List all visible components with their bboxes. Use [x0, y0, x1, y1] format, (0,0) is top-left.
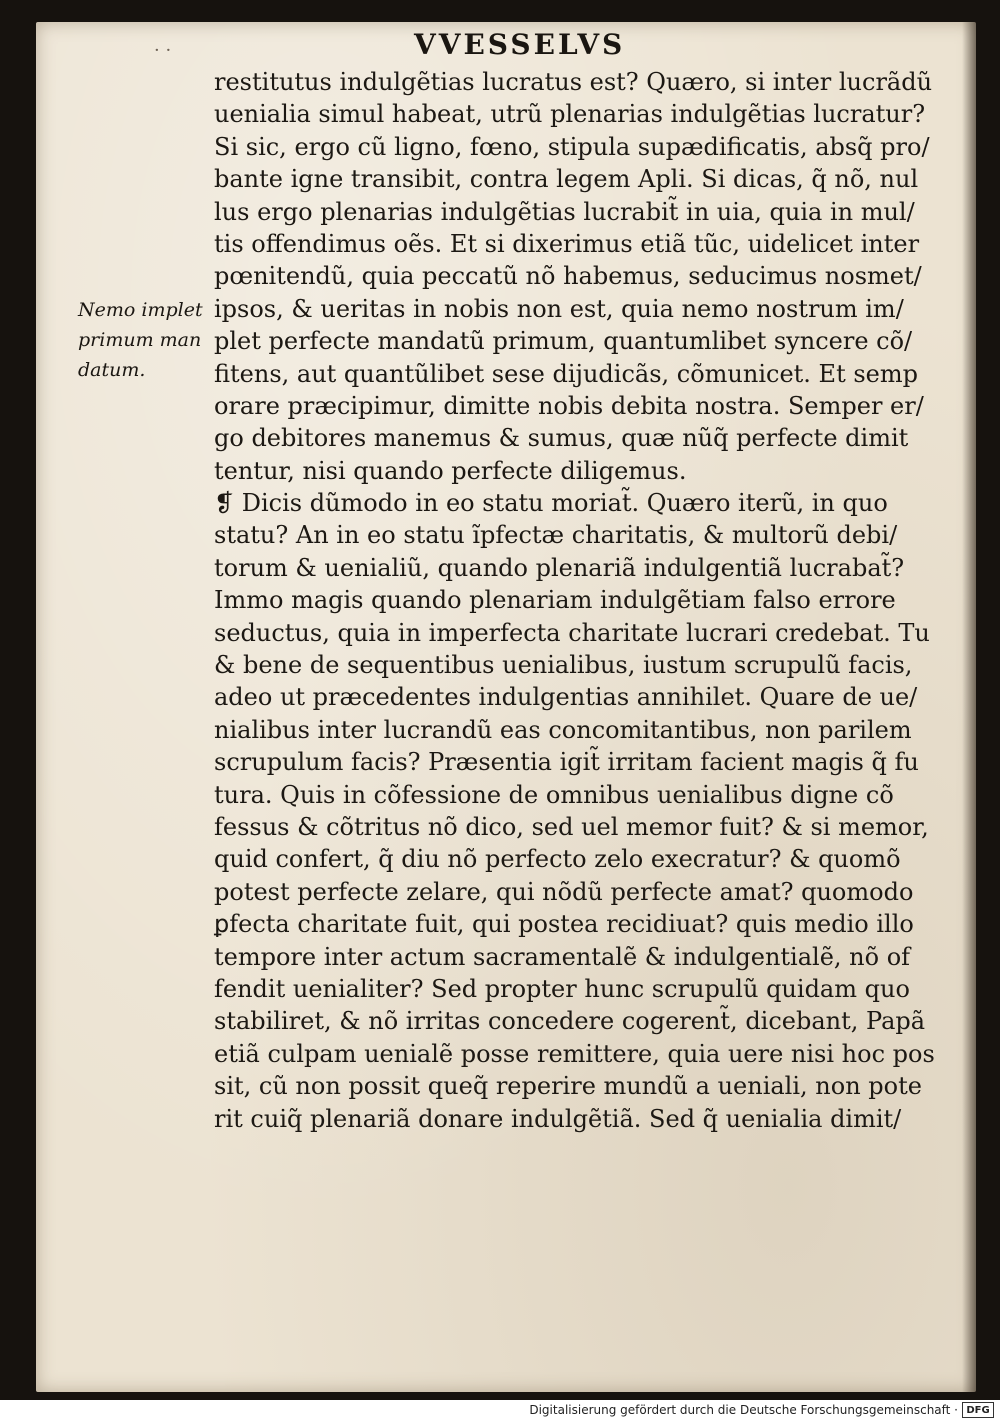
text-line: & bene de sequentibus uenialibus, iustum scrupulũ facis,: [214, 651, 913, 680]
text-line: etiã culpam uenialẽ posse remittere, quia uere nisi hoc pos: [214, 1039, 935, 1068]
margin-note-line: primum man: [78, 329, 202, 351]
page-edge-shadow: [962, 22, 976, 1392]
funding-notice: Digitalisierung gefördert durch die Deutsche Forschungsgemeinschaft ·: [529, 1403, 958, 1417]
dfg-logo: DFG: [962, 1402, 994, 1418]
text-line: tentur, nisi quando perfecte diligemus.: [214, 456, 687, 485]
text-line: tis offendimus oẽs. Et si dixerimus etiã tũc, uidelicet inter: [214, 229, 920, 258]
text-line: adeo ut præcedentes indulgentias annihilet. Quare de ue/: [214, 683, 918, 712]
text-line: fessus & cõtritus nõ dico, sed uel memor fuit? & si memor,: [214, 812, 929, 841]
text-line: ❡ Dicis dũmodo in eo statu moriat̃. Quæro iterũ, in quo: [214, 489, 888, 518]
margin-note-line: datum.: [78, 359, 146, 381]
text-line: uenialia simul habeat, utrũ plenarias indulgẽtias lucratur?: [214, 100, 926, 129]
running-head: VVESSELVS: [414, 28, 626, 61]
footer-bar: [0, 1400, 1000, 1421]
text-line: go debitores manemus & sumus, quæ nũq̃ perfecte dimit: [214, 424, 909, 453]
text-line: fendit uenialiter? Sed propter hunc scrupulũ quidam quo: [214, 974, 910, 1003]
text-line: nialibus inter lucrandũ eas concomitantibus, non parilem: [214, 715, 912, 744]
text-line: quid confert, q̃ diu nõ perfecto zelo execratur? & quomõ: [214, 845, 901, 874]
margin-note-line: Nemo implet: [78, 299, 203, 321]
text-line: orare præcipimur, dimitte nobis debita nostra. Semper er/: [214, 391, 924, 420]
text-line: bante igne transibit, contra legem Apli. Si dicas, q̃ nõ, nul: [214, 165, 919, 194]
text-line: fitens, aut quantũlibet sese dijudicãs, cõmunicet. Et semp: [214, 359, 918, 388]
text-line: Si sic, ergo cũ ligno, fœno, stipula supædificatis, absq̃ pro/: [214, 132, 930, 161]
body-text: [214, 66, 935, 1135]
text-line: statu? An in eo statu ĩpfectæ charitatis, & multorũ debi/: [214, 521, 898, 550]
text-line: lus ergo plenarias indulgẽtias lucrabit̃ in uia, quia in mul/: [214, 197, 915, 226]
text-line: seductus, quia in imperfecta charitate lucrari credebat. Tu: [214, 618, 930, 647]
margin-note: [78, 295, 218, 385]
text-line: restitutus indulgẽtias lucratus est? Quæro, si inter lucrãdũ: [214, 68, 933, 96]
text-line: ipsos, & ueritas in nobis non est, quia nemo nostrum im/: [214, 294, 904, 323]
text-line: plet perfecte mandatũ primum, quantumlibet syncere cõ/: [214, 327, 913, 356]
text-line: Immo magis quando plenariam indulgẽtiam falso errore: [214, 586, 896, 615]
text-line: torum & uenialiũ, quando plenariã indulgentiã lucrabat̃?: [214, 553, 905, 582]
text-line: stabiliret, & nõ irritas concedere cogerent̃, dicebant, Papã: [214, 1007, 926, 1036]
text-line: ꝑfecta charitate fuit, qui postea recidiuat? quis medio illo: [214, 910, 914, 939]
text-line: tura. Quis in cõfessione de omnibus uenialibus digne cõ: [214, 780, 894, 809]
text-line: tempore inter actum sacramentalẽ & indulgentialẽ, nõ of: [214, 942, 911, 971]
text-line: sit, cũ non possit queq̃ reperire mundũ a ueniali, non pote: [214, 1072, 922, 1101]
text-line: pœnitendũ, quia peccatũ nõ habemus, seducimus nosmet/: [214, 262, 922, 291]
text-line: potest perfecte zelare, qui nõdũ perfecte amat? quomodo: [214, 877, 914, 906]
text-line: scrupulum facis? Præsentia igit̃ irritam facient magis q̃ fu: [214, 748, 919, 777]
page-mark: · ·: [154, 40, 172, 61]
text-line: rit cuiq̃ plenariã donare indulgẽtiã. Sed q̃ uenialia dimit/: [214, 1104, 902, 1133]
